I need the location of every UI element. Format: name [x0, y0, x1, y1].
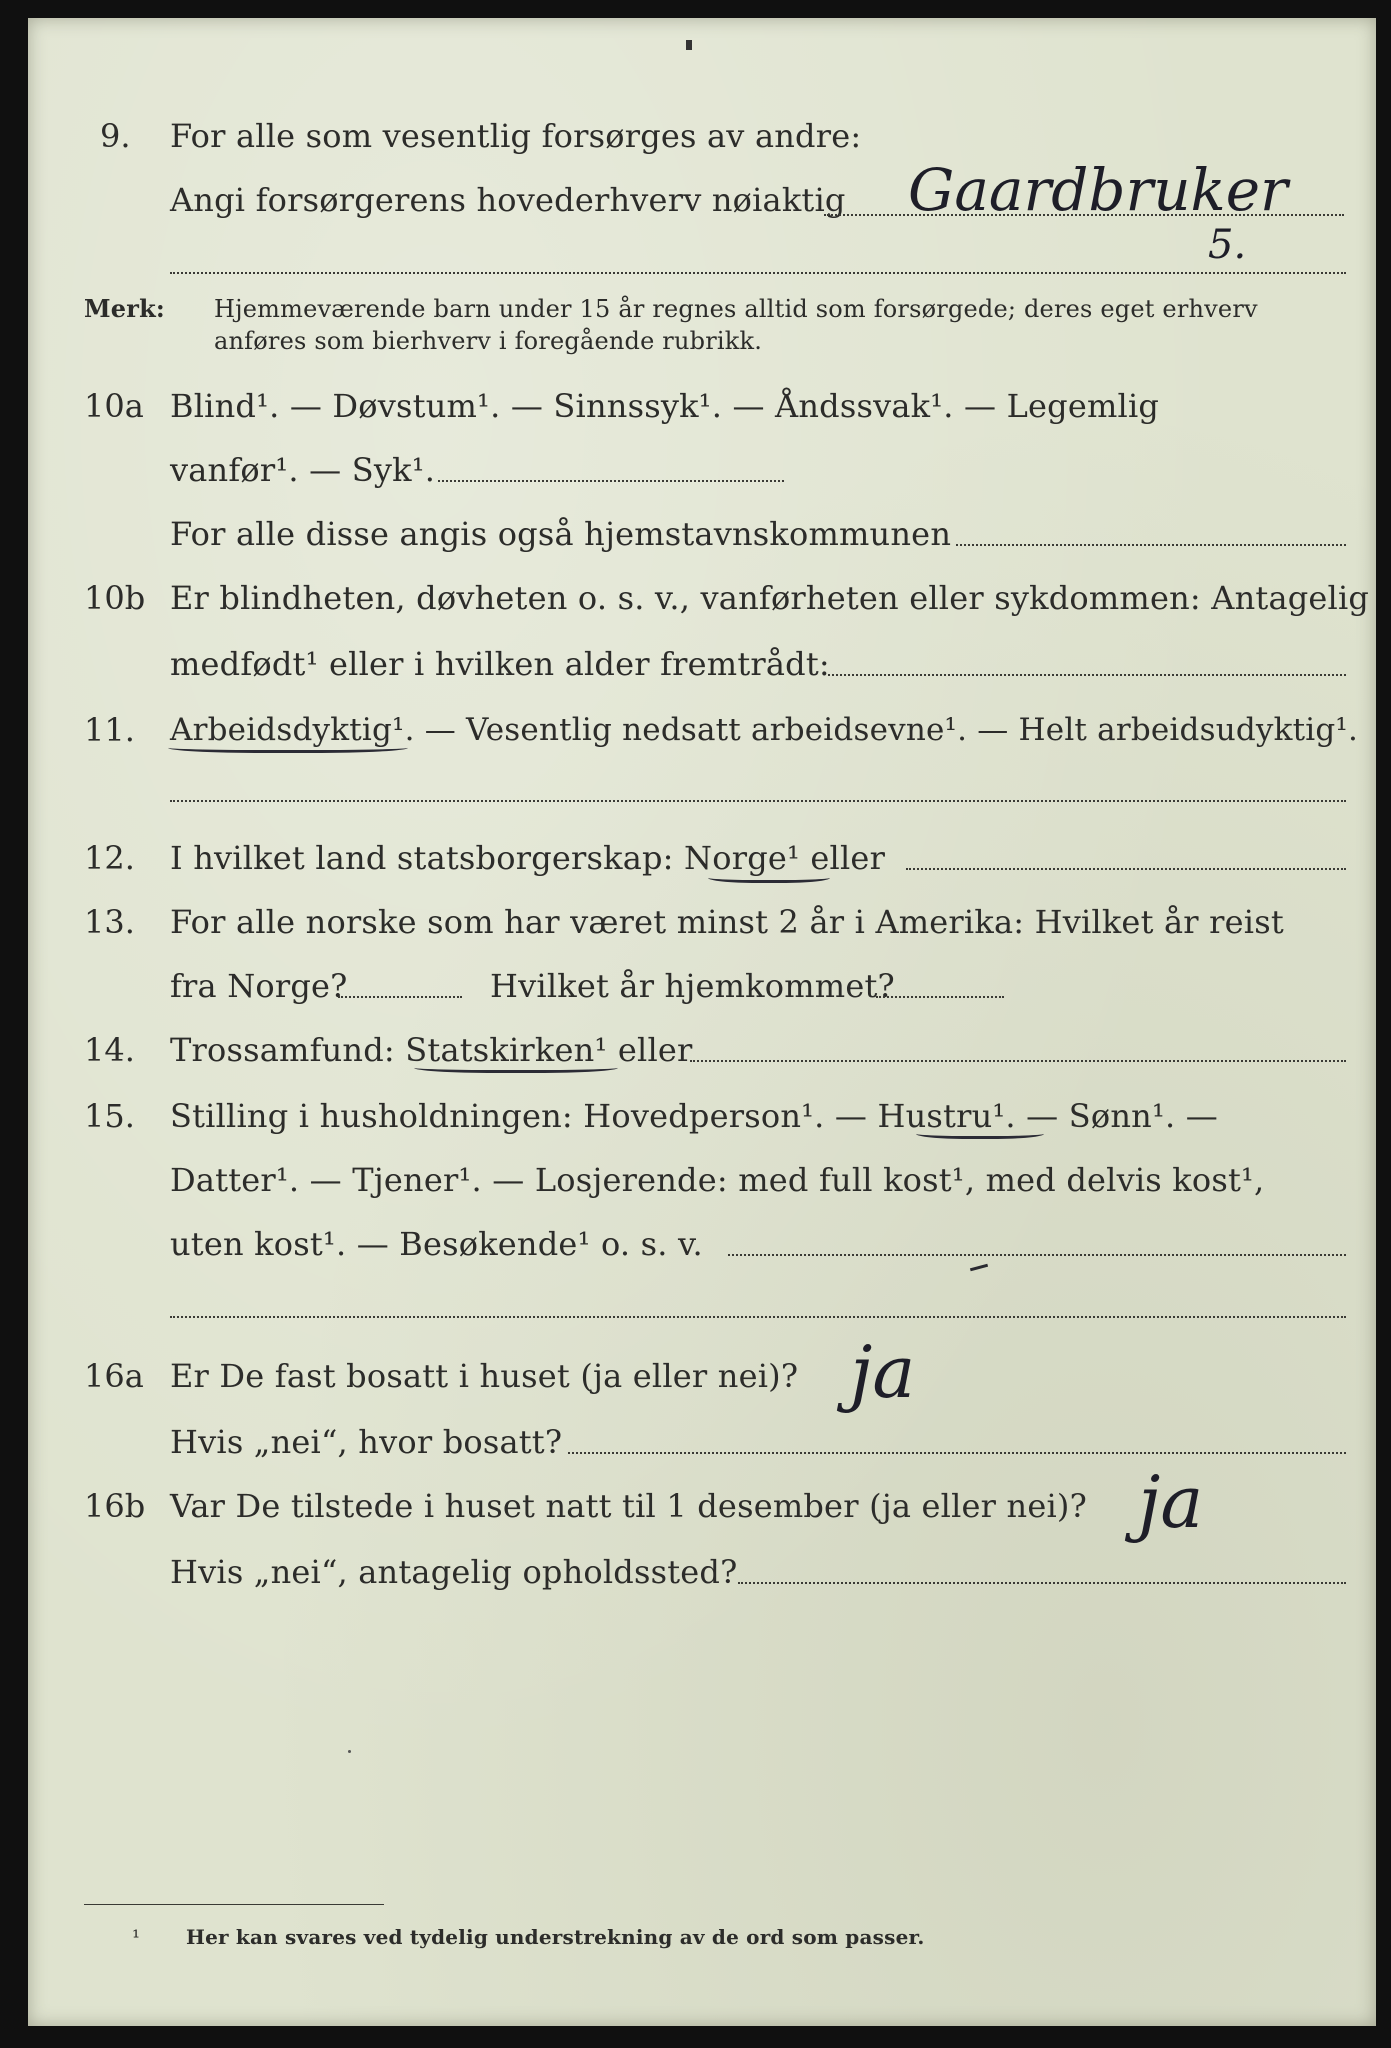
q12-answer-line	[906, 868, 1346, 870]
q15-line1: Stilling i husholdningen: Hovedperson¹. — Hustru¹. — Sønn¹. —	[170, 1097, 1218, 1135]
q10a-number: 10a	[84, 387, 144, 425]
q13-hjemkommet-line	[876, 996, 1004, 998]
q13-number: 13.	[84, 903, 135, 941]
q15-pen-mark	[970, 1264, 988, 1272]
q10b-line2: medfødt¹ eller i hvilken alder fremtrådt:	[170, 645, 830, 683]
scan-speck	[686, 40, 692, 50]
q13-line2a: fra Norge?	[170, 967, 348, 1005]
q13-line2b: Hvilket år hjemkommet?	[490, 967, 895, 1005]
q10b-number: 10b	[84, 579, 146, 617]
q14-underline-statskirken	[414, 1060, 618, 1073]
q14-answer-line	[690, 1060, 1346, 1062]
q10a-hjemstavn-line	[956, 544, 1346, 546]
q9-extra-line	[170, 272, 1346, 274]
census-form-page	[28, 18, 1376, 2026]
q11-underline-arbeidsdyktig	[168, 740, 408, 753]
q16a-number: 16a	[84, 1357, 144, 1395]
q16a-answer-handwritten: ja	[850, 1330, 916, 1414]
q11-number: 11.	[84, 711, 135, 749]
q15-line3: uten kost¹. — Besøkende¹ o. s. v.	[170, 1225, 703, 1263]
q10b-line1: Er blindheten, døvheten o. s. v., vanførheten eller sykdommen: Antagelig	[170, 579, 1370, 617]
q16b-opholdssted-line	[738, 1582, 1346, 1584]
q10b-answer-line	[828, 674, 1346, 676]
merk-line2: anføres som bierhverv i foregående rubrikk.	[214, 327, 763, 355]
q15-answer-line	[728, 1254, 1346, 1256]
q9-answer-handwritten: Gaardbruker	[908, 156, 1288, 224]
q10a-syk-line	[438, 480, 784, 482]
q9-number: 9.	[100, 117, 131, 155]
q13-line1: For alle norske som har været minst 2 år i Amerika: Hvilket år reist	[170, 903, 1284, 941]
footnote-marker: ¹	[132, 1925, 141, 1949]
q16a-bosatt-line	[568, 1452, 1346, 1454]
q14-number: 14.	[84, 1031, 135, 1069]
q15-underline-hustru	[916, 1126, 1044, 1139]
footnote-divider	[84, 1904, 384, 1905]
merk-label: Merk:	[84, 294, 165, 323]
q14-line1: Trossamfund: Statskirken¹ eller	[170, 1031, 693, 1069]
q15-line2: Datter¹. — Tjener¹. — Losjerende: med full kost¹, med delvis kost¹,	[170, 1161, 1265, 1199]
footnote-text: Her kan svares ved tydelig understrekning av de ord som passer.	[186, 1925, 925, 1949]
q12-underline-norge	[708, 870, 830, 883]
q16b-line1: Var De tilstede i huset natt til 1 desember (ja eller nei)?	[170, 1487, 1087, 1525]
q13-reist-line	[338, 996, 462, 998]
q10a-line3: For alle disse angis også hjemstavnskommunen	[170, 515, 952, 553]
q16a-line1: Er De fast bosatt i huset (ja eller nei)?	[170, 1357, 799, 1395]
q12-number: 12.	[84, 839, 135, 877]
q10a-line2: vanfør¹. — Syk¹.	[170, 451, 436, 489]
q16b-line2: Hvis „nei“, antagelig opholdssted?	[170, 1553, 738, 1591]
scan-speck	[348, 1750, 351, 1753]
q9-answer-note: 5.	[1208, 222, 1247, 268]
merk-line1: Hjemmeværende barn under 15 år regnes alltid som forsørgede; deres eget erhverv	[214, 295, 1258, 323]
q12-line1: I hvilket land statsborgerskap: Norge¹ eller	[170, 839, 886, 877]
q16b-answer-handwritten: ja	[1138, 1460, 1204, 1544]
q16a-line2: Hvis „nei“, hvor bosatt?	[170, 1423, 563, 1461]
q10a-line1: Blind¹. — Døvstum¹. — Sinnssyk¹. — Åndssvak¹. — Legemlig	[170, 387, 1160, 425]
q11-line1: Arbeidsdyktig¹. — Vesentlig nedsatt arbeidsevne¹. — Helt arbeidsudyktig¹.	[170, 712, 1359, 748]
q15-number: 15.	[84, 1097, 135, 1135]
q9-line2: Angi forsørgerens hovederhverv nøiaktig	[170, 181, 846, 219]
q11-extra-line	[170, 800, 1346, 802]
q9-line1: For alle som vesentlig forsørges av andre:	[170, 117, 862, 155]
q15-extra-line	[170, 1316, 1346, 1318]
q16b-number: 16b	[84, 1487, 146, 1525]
